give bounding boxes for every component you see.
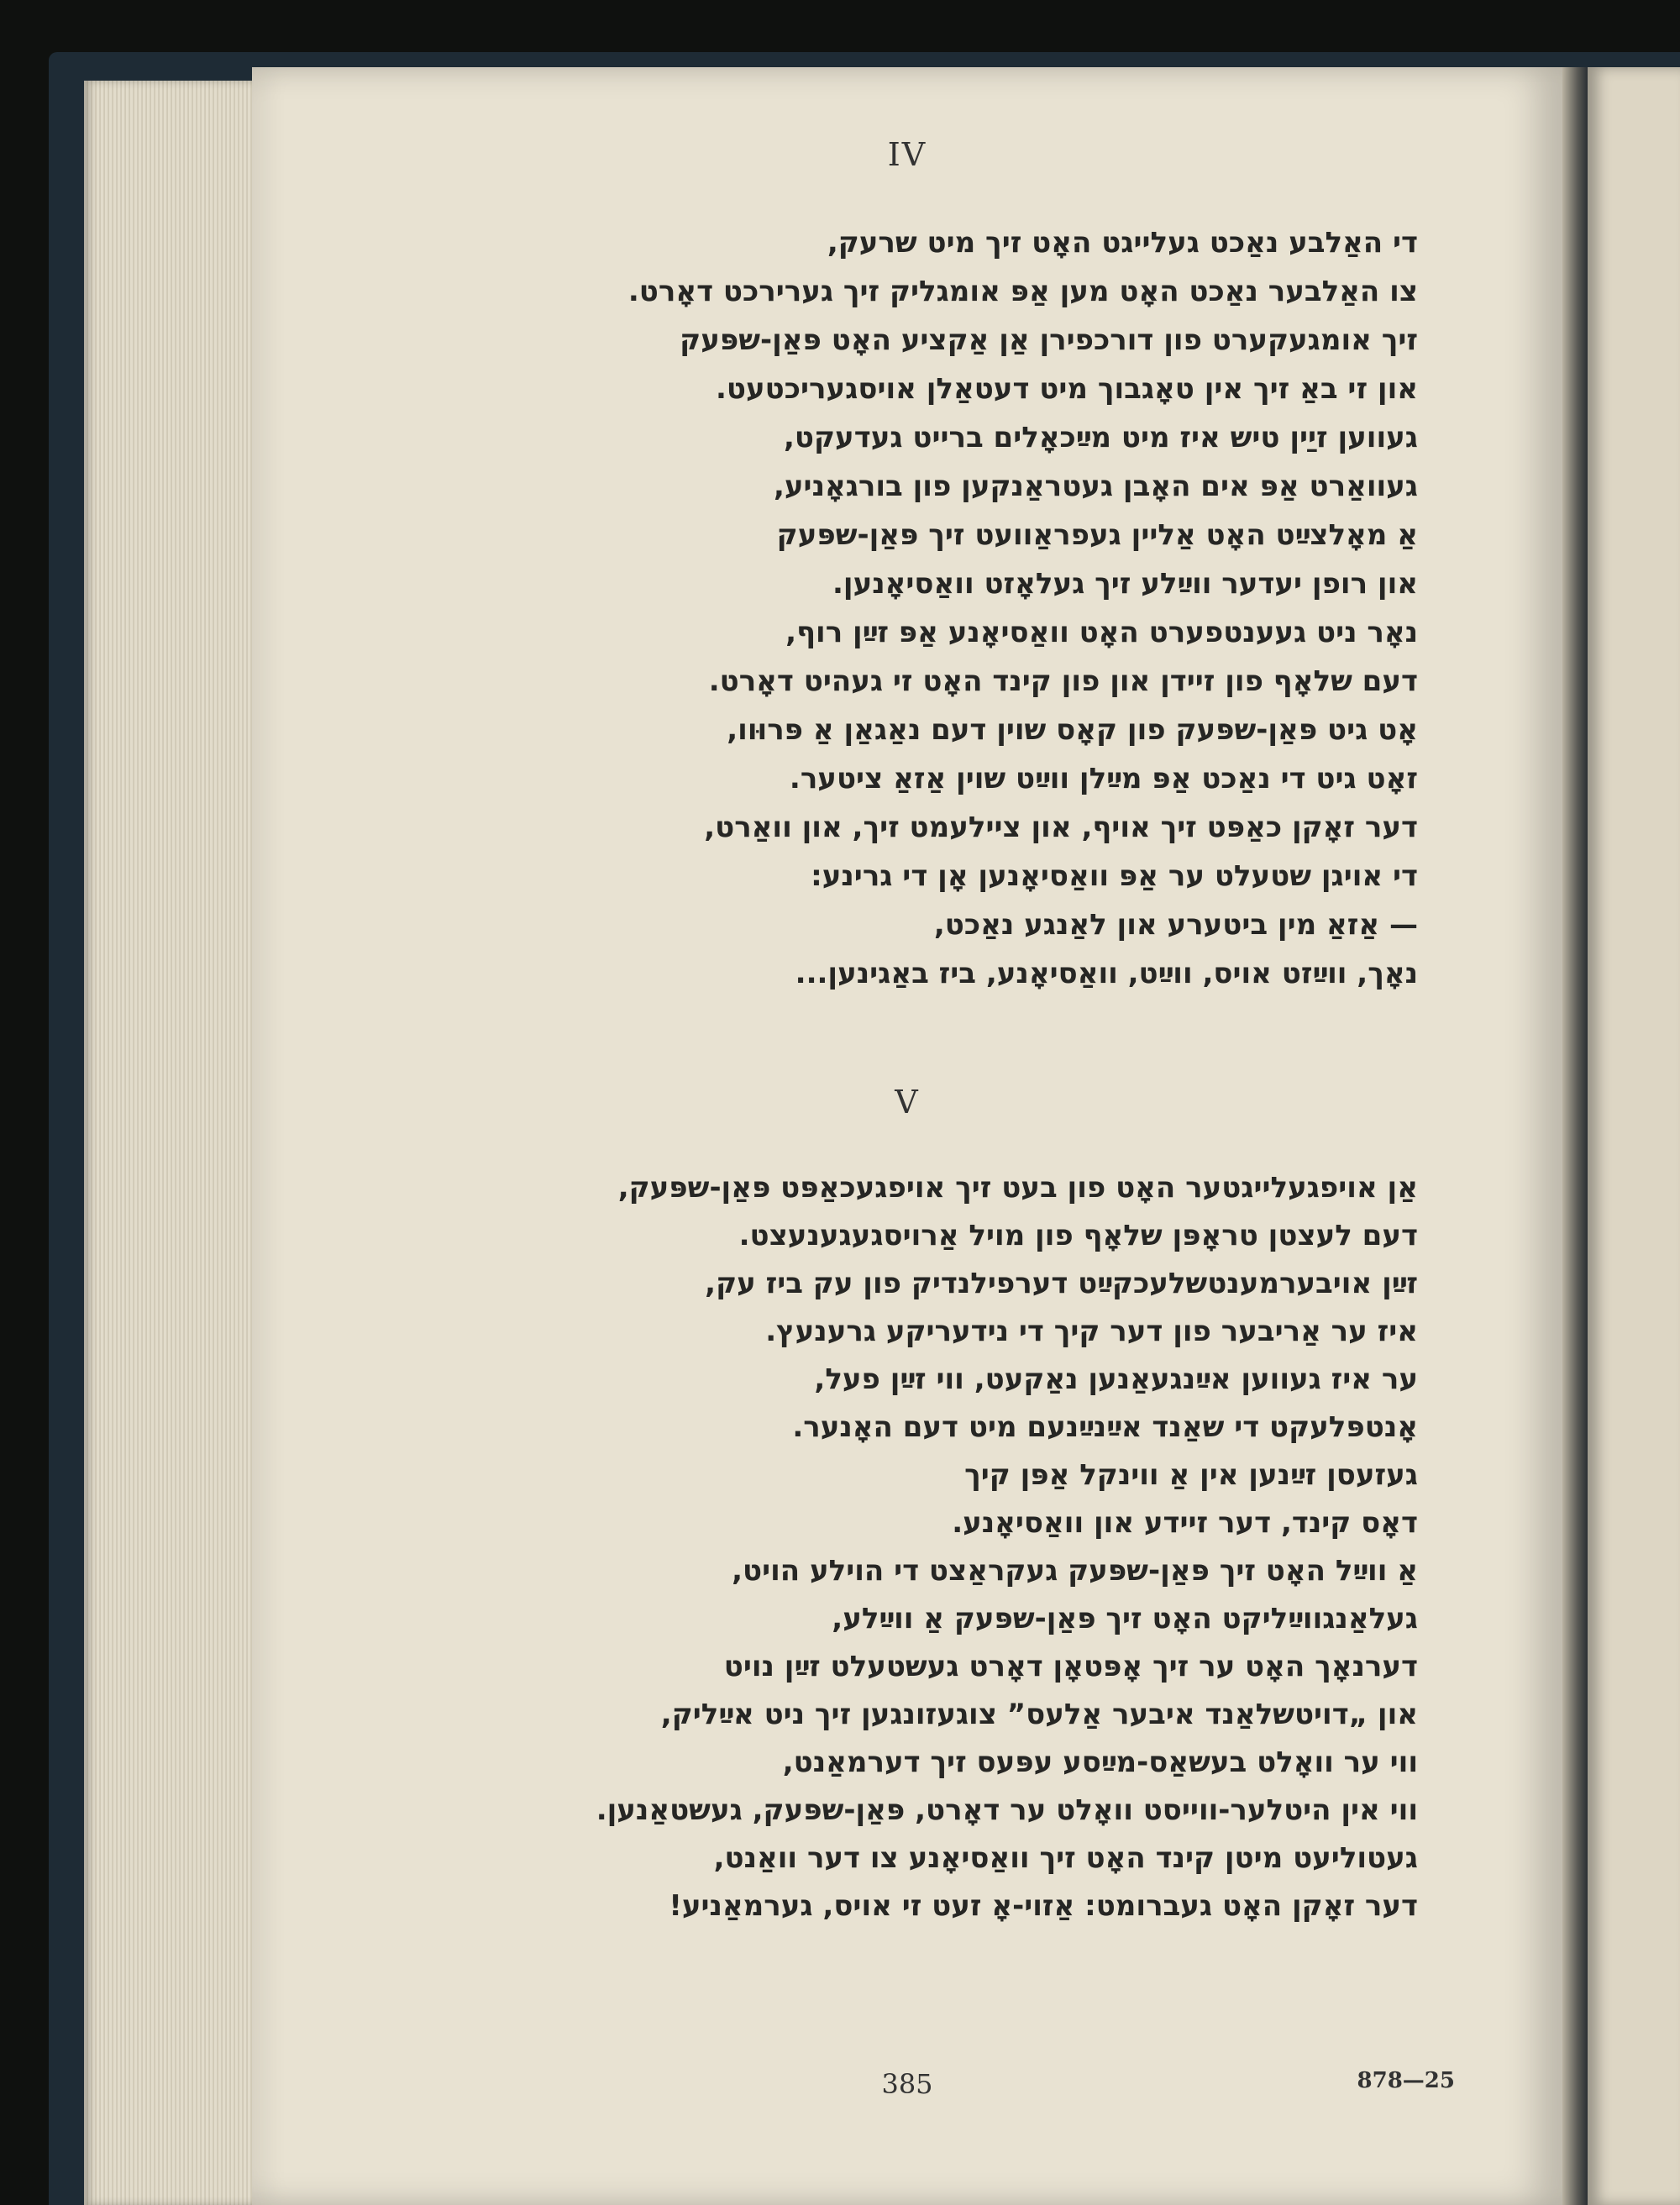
verse-line: געטוליעט מיטן קינד האָט זיך וואַסיאָנע צו דער וואַנט, (713, 1841, 1418, 1875)
verse-line: אַ ווײַל האָט זיך פּאַן-שפּעק געקראַצט די הוילע הויט, (732, 1554, 1418, 1588)
book-gutter (1562, 67, 1588, 2205)
verse-line: נאָר ניט געענטפערט האָט וואַסיאָנע אַפּ זײַן רוף, (785, 616, 1418, 649)
verse-line: דער זאָקן כאַפּט זיך אויף, און ציילעמט זיך, און וואַרט, (704, 811, 1418, 844)
book-page (252, 67, 1562, 2205)
stanza-v (326, 1164, 1418, 1930)
printer-signature: 878—25 (1357, 2068, 1455, 2093)
verse-line: נאָך, ווײַזט אויס, ווײַט, וואַסיאָנע, ביז באַגינען... (795, 957, 1418, 990)
verse-line: דער זאָקן האָט געברומט: אַזוי-אָ זעט זי אויס, גערמאַניע! (669, 1889, 1418, 1923)
page-number: 385 (881, 2068, 933, 2100)
adjacent-page-edge (1588, 67, 1680, 2205)
verse-line: דעם לעצטן טראָפּן שלאָף פון מויל אַרויסגעגענעצט. (738, 1219, 1418, 1252)
verse-line: און רופן יעדער ווײַלע זיך געלאָזט וואַסיאָנען. (832, 567, 1418, 601)
verse-line: דאָס קינד, דער זיידע און וואַסיאָנע. (952, 1506, 1418, 1540)
verse-line: געזעסן זײַנען אין אַ ווינקל אַפּן קיך (964, 1458, 1418, 1492)
verse-line: און זי באַ זיך אין טאָגבוך מיט דעטאַלן אויסגעריכטעט. (716, 372, 1418, 406)
section-heading-v: V (895, 1084, 920, 1121)
verse-line: דעם שלאָף פון זיידן און פון קינד האָט זי געהיט דאָרט. (708, 664, 1418, 698)
verse-line: אָט גיט פּאַן-שפּעק פון קאָס שוין דעם נאַגאַן אַ פּרוּוו, (727, 713, 1418, 747)
verse-line: זײַן אויבערמענטשלעכקײַט דערפילנדיק פון עק ביז עק, (705, 1267, 1418, 1300)
verse-line: ווי אין היטלער-ווייסט וואָלט ער דאָרט, פּאַן-שפּעק, געשטאַנען. (596, 1793, 1418, 1827)
verse-line: איז ער אַריבער פון דער קיך די נידעריקע גרענעץ. (765, 1315, 1418, 1348)
verse-line: זאָט גיט די נאַכט אַפּ מײַלן ווײַט שוין אַזאַ ציטער. (789, 762, 1418, 795)
verse-line: ווי ער וואָלט בעשאַס-מײַסע עפּעס זיך דערמאַנט, (782, 1746, 1418, 1779)
verse-line: געוואַרט אַפּ אים האָבן געטראַנקען פון בורגאָניע, (774, 470, 1418, 503)
verse-line: אַן אויפגעלייגטער האָט פון בעט זיך אויפגעכאַפּט פּאַן-שפּעק, (617, 1171, 1418, 1205)
verse-line: די האַלבע נאַכט געלייגט האָט זיך מיט שרעק, (827, 226, 1418, 260)
verse-line: און „דויטשלאַנד איבער אַלעס” צוגעזונגען זיך ניט אײַליק, (660, 1698, 1418, 1731)
section-heading-iv: IV (887, 136, 927, 173)
stanza-iv (326, 218, 1418, 998)
verse-line: ער איז געווען אײַנגעאַנען נאַקעט, ווי זײַן פעל, (814, 1362, 1418, 1396)
page-edges (84, 81, 269, 2205)
verse-line: דערנאָך האָט ער זיך אָפּטאָן דאָרט געשטעלט זײַן נויט (723, 1650, 1418, 1683)
verse-line: געלאַנגווײַליקט האָט זיך פּאַן-שפּעק אַ ווײַלע, (832, 1602, 1418, 1635)
verse-line: די אויגן שטעלט ער אַפּ וואַסיאָנען אָן די גרינע: (811, 859, 1418, 893)
verse-line: — אַזאַ מין ביטערע און לאַנגע נאַכט, (933, 908, 1418, 942)
verse-line: אַ מאָלצײַט האָט אַליין געפראַוועט זיך פּאַן-שפּעק (776, 518, 1418, 552)
verse-line: אָנטפּלעקט די שאַנד אײַנײַנעם מיט דעם האָנער. (792, 1410, 1418, 1444)
verse-line: זיך אומגעקערט פון דורכפירן אַן אַקציע האָט פּאַן-שפּעק (680, 323, 1418, 357)
verse-line: געווען זיַין טיש איז מיט מײַכאָלים ברייט געדעקט, (784, 421, 1418, 454)
verse-line: צו האַלבער נאַכט האָט מען אַפּ אומגליק זיך גערירכט דאָרט. (627, 275, 1418, 308)
